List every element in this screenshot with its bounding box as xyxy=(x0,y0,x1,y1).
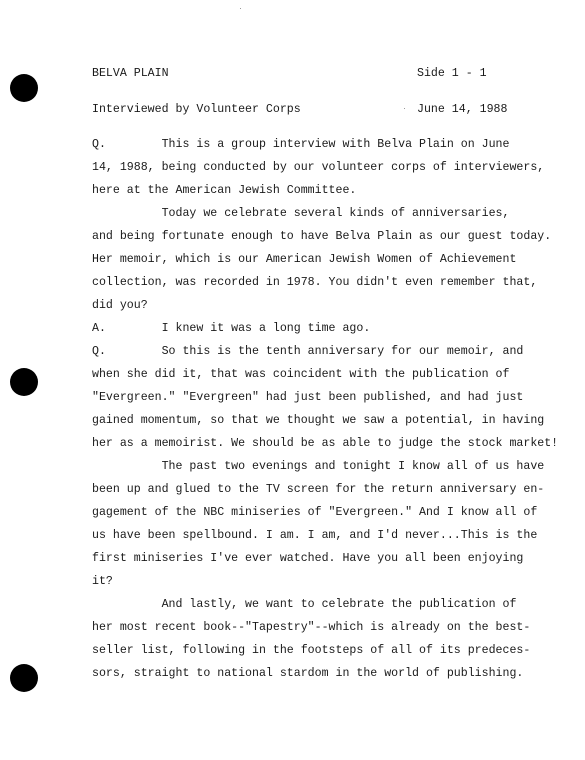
transcript-line: it? xyxy=(92,575,113,588)
scan-speck xyxy=(240,8,241,9)
header-name: BELVA PLAIN xyxy=(92,67,169,80)
transcript-line: and being fortunate enough to have Belva Plain as our guest today. xyxy=(92,230,552,243)
transcript-line: Q. So this is the tenth anniversary for our memoir, and xyxy=(92,345,524,358)
header-side: Side 1 - 1 xyxy=(417,67,487,80)
transcript-line: sors, straight to national stardom in the world of publishing. xyxy=(92,667,524,680)
binder-hole-bottom xyxy=(10,664,38,692)
scan-speck xyxy=(404,108,405,109)
transcript-line: "Evergreen." "Evergreen" had just been published, and had just xyxy=(92,391,524,404)
transcript-line: when she did it, that was coincident with the publication of xyxy=(92,368,510,381)
transcript-line: her most recent book--"Tapestry"--which is already on the best- xyxy=(92,621,531,634)
transcript-line: been up and glued to the TV screen for the return anniversary en- xyxy=(92,483,545,496)
transcript-line: seller list, following in the footsteps of all of its predeces- xyxy=(92,644,531,657)
transcript-line: A. I knew it was a long time ago. xyxy=(92,322,371,335)
transcript-line: collection, was recorded in 1978. You didn't even remember that, xyxy=(92,276,538,289)
transcript-line: Q. This is a group interview with Belva Plain on June xyxy=(92,138,510,151)
binder-hole-middle xyxy=(10,368,38,396)
header-right xyxy=(417,44,507,128)
transcript-line: gagement of the NBC miniseries of "Evergreen." And I know all of xyxy=(92,506,538,519)
transcript-line: us have been spellbound. I am. I am, and I'd never...This is the xyxy=(92,529,538,542)
binder-hole-top xyxy=(10,74,38,102)
transcript-line: gained momentum, so that we thought we saw a potential, in having xyxy=(92,414,545,427)
transcript-body xyxy=(92,133,562,685)
transcript-line: her as a memoirist. We should be as able to judge the stock market! xyxy=(92,437,559,450)
transcript-line: here at the American Jewish Committee. xyxy=(92,184,357,197)
transcript-line: first miniseries I've ever watched. Have you all been enjoying xyxy=(92,552,524,565)
header-date: June 14, 1988 xyxy=(417,103,508,116)
transcript-line: And lastly, we want to celebrate the publication of xyxy=(92,598,517,611)
transcript-line: 14, 1988, being conducted by our volunteer corps of interviewers, xyxy=(92,161,545,174)
transcript-line: did you? xyxy=(92,299,148,312)
transcript-line: The past two evenings and tonight I know all of us have xyxy=(92,460,545,473)
header-left xyxy=(92,44,301,128)
header-interviewer: Interviewed by Volunteer Corps xyxy=(92,103,301,116)
transcript-line: Today we celebrate several kinds of anniversaries, xyxy=(92,207,510,220)
transcript-line: Her memoir, which is our American Jewish Women of Achievement xyxy=(92,253,517,266)
